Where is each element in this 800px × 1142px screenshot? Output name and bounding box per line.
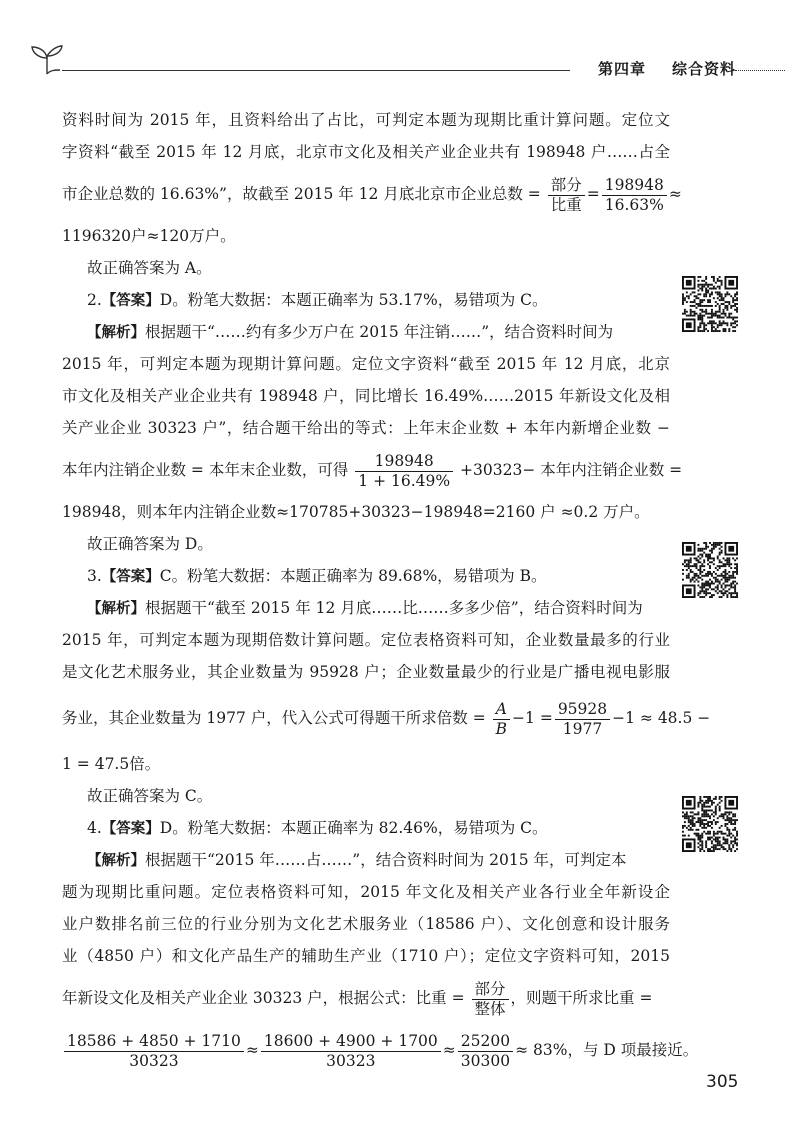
fraction: $\frac{18600 + 4900 + 1700}{30323}$ <box>261 1032 441 1071</box>
text-line-formula: 本年内注销企业数 = 本年末企业数，可得 $\frac{198948}{1 + 16.49\%}$ +30323− 本年内注销企业数 = <box>62 451 683 490</box>
qr-code-icon <box>682 796 738 852</box>
text-line: 题为现期比重问题。定位表格资料可知，2015 年文化及相关产业各行业全年新设企 <box>62 883 670 901</box>
fraction: $\frac{198948}{16.63\%}$ <box>602 176 667 215</box>
fraction: $\frac{\text{部分}}{\text{比重}}$ <box>548 176 585 215</box>
page-number: 305 <box>706 1072 739 1092</box>
sprout-icon <box>30 44 64 76</box>
fraction: $\frac{95928}{1977}$ <box>555 700 610 739</box>
analysis-line: 【解析】根据题干“截至 2015 年 12 月底……比……多多少倍”，结合资料时间为 <box>87 599 643 617</box>
analysis-label: 【解析】 <box>87 325 145 341</box>
text-line: 198948，则本年内注销企业数≈170785+30323−198948=2160 户 ≈0.2 万户。 <box>62 503 650 521</box>
text-line: 2015 年，可判定本题为现期倍数计算问题。定位表格资料可知，企业数量最多的行业 <box>62 631 670 649</box>
fraction: $\frac{\text{部分}}{\text{整体}}$ <box>472 980 509 1019</box>
text-line: 关产业企业 30323 户”，结合题干给出的等式：上年末企业数 + 本年内新增企业数 − <box>62 419 670 437</box>
answer-line: 故正确答案为 C。 <box>87 787 213 805</box>
text-line: 1 = 47.5倍。 <box>62 755 161 773</box>
analysis-label: 【解析】 <box>87 853 145 869</box>
text-line: 2015 年，可判定本题为现期计算问题。定位文字资料“截至 2015 年 12 月底，北京 <box>62 355 670 373</box>
answer-label: 【答案】 <box>101 569 160 585</box>
fraction: $\frac{198948}{1 + 16.49\%}$ <box>355 452 453 491</box>
header-rule-right <box>735 70 785 71</box>
answer-label: 【答案】 <box>101 293 160 309</box>
text-line: 业（4850 户）和文化产品生产的辅助生产业（1710 户）；定位文字资料可知，2015 <box>62 947 670 965</box>
text-line-formula: $\frac{18586 + 4850 + 1710}{30323}$ ≈ $\frac{18600 + 4900 + 1700}{30323}$ ≈ $\frac{25200}{30300}$ ≈ 83%，与 D 项最接近。 <box>62 1024 670 1076</box>
fraction: $\frac{18586 + 4850 + 1710}{30323}$ <box>64 1032 244 1071</box>
page-header <box>0 0 800 90</box>
text-line: 业户数排名前三位的行业分别为文化艺术服务业（18586 户）、文化创意和设计服务 <box>62 915 670 933</box>
text-line-formula: 年新设文化及相关产业企业 30323 户，根据公式：比重 = $\frac{\text{部分}}{\text{整体}}$ ，则题干所求比重 = <box>62 979 653 1018</box>
answer-label: 【答案】 <box>101 821 160 837</box>
answer-line: 故正确答案为 A。 <box>87 259 212 277</box>
text-line: 1196320户≈120万户。 <box>62 227 236 245</box>
text-line-formula: 市企业总数的 16.63%”，故截至 2015 年 12 月底北京市企业总数 = $\frac{\text{部分}}{\text{比重}}$ = $\frac{198948}{16.63\%}$ ≈ <box>62 175 682 214</box>
answer-heading-2: 2.【答案】D。粉笔大数据：本题正确率为 53.17%，易错项为 C。 <box>87 291 548 309</box>
fraction: $\frac{A}{B}$ <box>493 700 510 739</box>
page-content <box>62 104 711 1076</box>
answer-heading-3: 3.【答案】C。粉笔大数据：本题正确率为 89.68%，易错项为 B。 <box>87 567 547 585</box>
chapter-number: 第四章 <box>598 60 647 78</box>
text-line: 是文化艺术服务业，其企业数量为 95928 户；企业数量最少的行业是广播电视电影服 <box>62 663 670 681</box>
text-line: 市文化及相关产业企业共有 198948 户，同比增长 16.49%……2015 年新设文化及相 <box>62 387 670 405</box>
analysis-line: 【解析】根据题干“2015 年……占……”，结合资料时间为 2015 年，可判定本 <box>87 851 627 869</box>
header-rule-left <box>62 70 570 71</box>
text-line: 资料时间为 2015 年，且资料给出了占比，可判定本题为现期比重计算问题。定位文 <box>62 111 670 129</box>
text-line-formula: 务业，其企业数量为 1977 户，代入公式可得题干所求倍数 = $\frac{A}{B}$ −1 = $\frac{95928}{1977}$ −1 ≈ 48.5 − <box>62 699 711 738</box>
fraction: $\frac{25200}{30300}$ <box>458 1032 513 1071</box>
section-title: 综合资料 <box>672 60 737 78</box>
analysis-label: 【解析】 <box>87 601 145 617</box>
answer-heading-4: 4.【答案】D。粉笔大数据：本题正确率为 82.46%，易错项为 C。 <box>87 819 548 837</box>
analysis-line: 【解析】根据题干“……约有多少万户在 2015 年注销……”，结合资料时间为 <box>87 323 614 341</box>
chapter-title <box>598 58 736 79</box>
text-line: 字资料“截至 2015 年 12 月底，北京市文化及相关产业企业共有 198948 户……占全 <box>62 143 670 161</box>
qr-code-icon <box>682 542 738 598</box>
qr-code-icon <box>682 276 738 332</box>
answer-line: 故正确答案为 D。 <box>87 535 213 553</box>
